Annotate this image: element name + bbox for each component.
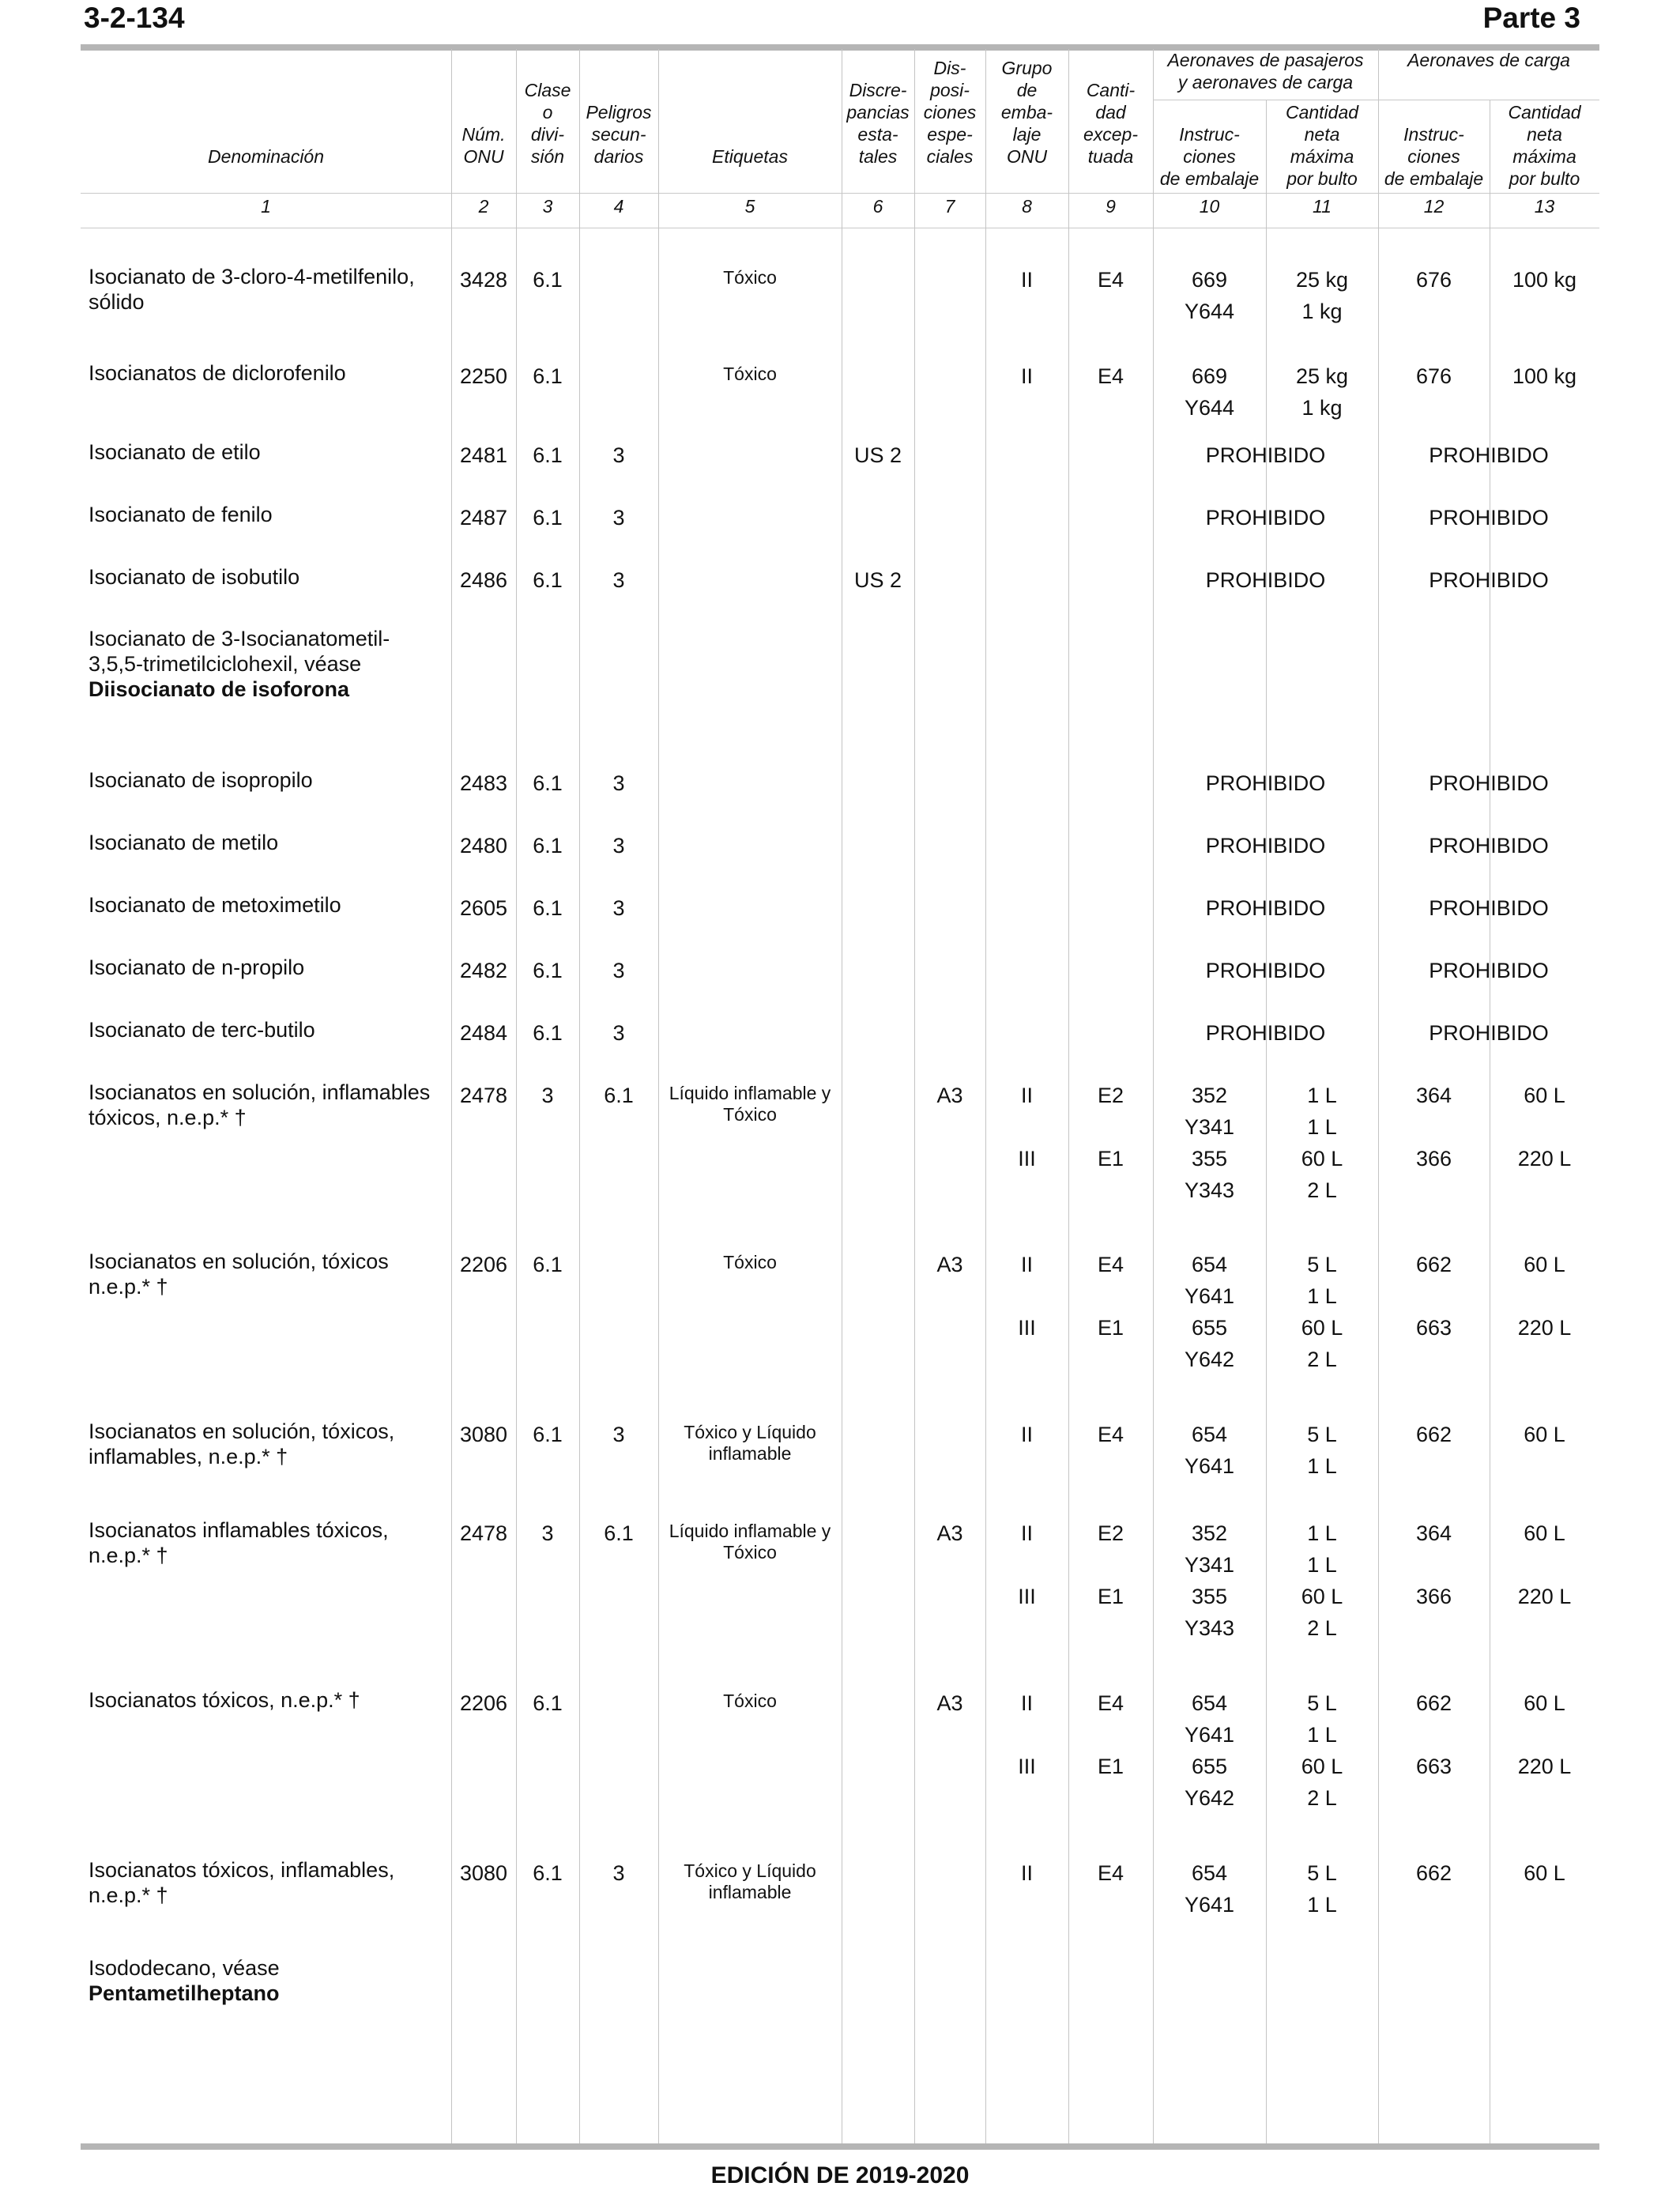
row-packing-group: II [1020,1861,1033,1885]
row-cargo-packing: 662 663 [1415,1253,1452,1340]
row-name: Isocianatos en solución, tóxicos n.e.p.* † [89,1250,389,1299]
row-class: 6.1 [533,1423,563,1446]
row-cargo-qty: 100 kg [1512,364,1577,388]
bottom-rule [81,2143,1599,2150]
column-number: 3 [542,196,553,217]
row-label: Tóxico y Líquido inflamable [684,1422,816,1464]
header-c12: Instruc- ciones de embalaje [1384,124,1484,189]
row-pax-packing: 352 Y341 355 Y343 [1184,1521,1235,1640]
header-cargo-group: Aeronaves de carga [1407,50,1570,70]
header-c11: Cantidad neta máxima por bulto [1285,102,1359,189]
row-name: Isocianato de isobutilo [89,565,300,589]
row-secondary-hazard: 3 [612,1861,625,1885]
row-variation: US 2 [853,568,902,592]
part-title: Parte 3 [1482,2,1580,34]
row-secondary-hazard: 6.1 [604,1521,634,1545]
column-number: 6 [872,196,883,217]
row-secondary-hazard: 3 [612,771,625,795]
row-un: 2478 [459,1084,508,1107]
row-cargo-packing: 662 [1415,1861,1452,1885]
row-name: Isocianatos tóxicos, inflamables, n.e.p.* † [89,1858,395,1907]
row-packing-group: II III [1018,1253,1036,1340]
row-label: Tóxico [723,267,777,288]
row-name: Isocianato de metilo [89,831,279,854]
row-variation: US 2 [853,443,902,467]
row-special-provision: A3 [936,1521,963,1545]
row-label: Tóxico [723,364,777,384]
header-c2: Núm. ONU [461,124,506,167]
row-pax-qty: 25 kg 1 kg [1295,364,1349,420]
header-c10: Instruc- ciones de embalaje [1159,124,1260,189]
row-special-provision: A3 [936,1084,963,1107]
row-secondary-hazard: 3 [612,443,625,467]
column-number: 13 [1534,196,1555,217]
row-name: Isocianato de fenilo [89,503,273,526]
row-class: 6.1 [533,834,563,858]
row-cargo-qty: 60 L 220 L [1517,1691,1572,1778]
row-cargo-forbidden: PROHIBIDO [1429,1021,1549,1045]
row-excepted-qty: E2 E1 [1097,1084,1124,1171]
row-pax-packing: 352 Y341 355 Y343 [1184,1084,1235,1202]
row-pax-forbidden: PROHIBIDO [1205,568,1326,592]
row-un: 2478 [459,1521,508,1545]
row-name: Isocianatos inflamables tóxicos, n.e.p.* † [89,1518,389,1567]
see-text: Isocianato de 3-Isocianatometil-3,5,5-trimetilciclohexil, véase [89,627,390,676]
row-cargo-packing: 676 [1415,268,1452,292]
column-number: 2 [478,196,489,217]
column-number: 1 [261,196,271,217]
row-see-reference [89,626,420,702]
row-cargo-packing: 676 [1415,364,1452,388]
row-pax-packing: 654 Y641 [1184,1861,1235,1917]
row-excepted-qty: E4 [1097,1861,1124,1885]
column-number: 10 [1199,196,1220,217]
row-un: 2206 [459,1691,508,1715]
column-number: 5 [744,196,755,217]
header-passenger-group: Aeronaves de pasajeros y aeronaves de carga [1167,50,1364,92]
row-class: 6.1 [533,771,563,795]
header-c3: Clase o divi- sión [524,80,571,167]
row-un: 2487 [459,506,508,530]
column-number: 9 [1106,196,1116,217]
column-number: 12 [1423,196,1445,217]
row-class: 6.1 [533,959,563,982]
row-class: 6.1 [533,268,563,292]
row-packing-group: II [1020,1423,1033,1446]
row-packing-group: II III [1018,1521,1036,1608]
row-cargo-qty: 60 L [1524,1423,1565,1446]
row-class: 6.1 [533,506,563,530]
row-excepted-qty: E4 E1 [1097,1691,1124,1778]
row-class: 6.1 [533,1021,563,1045]
row-packing-group: II III [1018,1691,1036,1778]
row-excepted-qty: E4 [1097,1423,1124,1446]
row-label: Líquido inflamable y Tóxico [669,1521,831,1563]
header-bottom-rule [81,193,1599,194]
row-un: 2484 [459,1021,508,1045]
row-special-provision: A3 [936,1253,963,1276]
row-secondary-hazard: 3 [612,959,625,982]
header-c5: Etiquetas [712,146,788,167]
row-pax-forbidden: PROHIBIDO [1205,834,1326,858]
row-pax-qty: 5 L 1 L 60 L 2 L [1301,1691,1343,1810]
row-cargo-qty: 100 kg [1512,268,1577,292]
column-number: 11 [1313,196,1332,217]
row-secondary-hazard: 6.1 [604,1084,634,1107]
header-c6: Discre- pancias esta- tales [846,80,910,167]
row-un: 2206 [459,1253,508,1276]
row-name: Isocianato de metoximetilo [89,893,341,917]
row-class: 6.1 [533,1861,563,1885]
header-c7: Dis- posi- ciones espe- ciales [923,58,977,167]
row-pax-forbidden: PROHIBIDO [1205,506,1326,530]
row-name: Isocianatos en solución, tóxicos, inflamables, n.e.p.* † [89,1419,395,1468]
row-un: 2486 [459,568,508,592]
row-un: 2480 [459,834,508,858]
row-cargo-qty: 60 L 220 L [1517,1084,1572,1171]
row-un: 2482 [459,959,508,982]
row-class: 6.1 [533,568,563,592]
row-pax-packing: 654 Y641 655 Y642 [1184,1691,1235,1810]
row-cargo-qty: 60 L [1524,1861,1565,1885]
row-pax-packing: 654 Y641 655 Y642 [1184,1253,1235,1371]
row-packing-group: II [1020,268,1033,292]
row-excepted-qty: E4 [1097,364,1124,388]
see-target: Pentametilheptano [89,1981,280,2005]
row-pax-packing: 654 Y641 [1184,1423,1235,1478]
row-label: Líquido inflamable y Tóxico [669,1083,831,1125]
row-un: 3080 [459,1861,508,1885]
row-special-provision: A3 [936,1691,963,1715]
row-cargo-packing: 662 [1415,1423,1452,1446]
row-see-reference [89,1955,420,2006]
row-class: 6.1 [533,443,563,467]
column-number: 4 [613,196,624,217]
row-cargo-packing: 364 366 [1415,1084,1452,1171]
row-cargo-forbidden: PROHIBIDO [1429,959,1549,982]
row-pax-forbidden: PROHIBIDO [1205,771,1326,795]
see-text: Isododecano, véase [89,1956,280,1980]
row-excepted-qty: E2 E1 [1097,1521,1124,1608]
row-secondary-hazard: 3 [612,896,625,920]
row-secondary-hazard: 3 [612,834,625,858]
column-number: 8 [1022,196,1032,217]
row-pax-qty: 5 L 1 L [1307,1423,1337,1478]
row-pax-qty: 1 L 1 L 60 L 2 L [1301,1521,1343,1640]
row-packing-group: II III [1018,1084,1036,1171]
row-pax-packing: 669 Y644 [1184,364,1235,420]
row-un: 2250 [459,364,508,388]
row-secondary-hazard: 3 [612,568,625,592]
row-name: Isocianato de 3-cloro-4-metilfenilo, sólido [89,265,415,314]
row-name: Isocianato de n-propilo [89,956,305,979]
row-cargo-forbidden: PROHIBIDO [1429,506,1549,530]
row-pax-forbidden: PROHIBIDO [1205,959,1326,982]
column-number: 7 [944,196,955,217]
row-un: 3428 [459,268,508,292]
row-un: 2605 [459,896,508,920]
row-secondary-hazard: 3 [612,1021,625,1045]
row-class: 3 [541,1521,554,1545]
row-cargo-forbidden: PROHIBIDO [1429,443,1549,467]
row-excepted-qty: E4 E1 [1097,1253,1124,1340]
row-secondary-hazard: 3 [612,506,625,530]
row-un: 2481 [459,443,508,467]
row-class: 3 [541,1084,554,1107]
header-c4: Peligros secun- darios [586,102,652,167]
row-cargo-forbidden: PROHIBIDO [1429,771,1549,795]
row-cargo-packing: 364 366 [1415,1521,1452,1608]
row-name: Isocianatos en solución, inflamables tóxicos, n.e.p.* † [89,1080,431,1129]
row-label: Tóxico y Líquido inflamable [684,1860,816,1902]
row-un: 2483 [459,771,508,795]
page-number: 3-2-134 [84,2,185,34]
row-name: Isocianatos tóxicos, n.e.p.* † [89,1688,360,1712]
header-c13: Cantidad neta máxima por bulto [1508,102,1581,189]
row-cargo-forbidden: PROHIBIDO [1429,896,1549,920]
row-secondary-hazard: 3 [612,1423,625,1446]
row-packing-group: II [1020,364,1033,388]
row-pax-forbidden: PROHIBIDO [1205,443,1326,467]
row-pax-forbidden: PROHIBIDO [1205,896,1326,920]
row-cargo-qty: 60 L 220 L [1517,1253,1572,1340]
row-name: Isocianato de isopropilo [89,768,313,792]
header-c9: Canti- dad excep- tuada [1083,80,1139,167]
row-class: 6.1 [533,1691,563,1715]
edition-footer: EDICIÓN DE 2019-2020 [710,2162,970,2188]
row-label: Tóxico [723,1252,777,1272]
header-c1: Denominación [207,146,325,167]
row-pax-qty: 25 kg 1 kg [1295,268,1349,323]
row-cargo-forbidden: PROHIBIDO [1429,834,1549,858]
row-cargo-qty: 60 L 220 L [1517,1521,1572,1608]
row-name: Isocianato de terc-butilo [89,1018,315,1042]
row-excepted-qty: E4 [1097,268,1124,292]
row-pax-qty: 1 L 1 L 60 L 2 L [1301,1084,1343,1202]
row-pax-forbidden: PROHIBIDO [1205,1021,1326,1045]
row-pax-qty: 5 L 1 L [1307,1861,1337,1917]
header-c8: Grupo de emba- laje ONU [1000,58,1053,167]
row-class: 6.1 [533,1253,563,1276]
row-pax-packing: 669 Y644 [1184,268,1235,323]
row-label: Tóxico [723,1691,777,1711]
row-pax-qty: 5 L 1 L 60 L 2 L [1301,1253,1343,1371]
row-un: 3080 [459,1423,508,1446]
row-cargo-forbidden: PROHIBIDO [1429,568,1549,592]
row-cargo-packing: 662 663 [1415,1691,1452,1778]
row-class: 6.1 [533,364,563,388]
see-target: Diisocianato de isoforona [89,677,350,701]
row-name: Isocianato de etilo [89,440,261,464]
row-class: 6.1 [533,896,563,920]
row-name: Isocianatos de diclorofenilo [89,361,346,385]
